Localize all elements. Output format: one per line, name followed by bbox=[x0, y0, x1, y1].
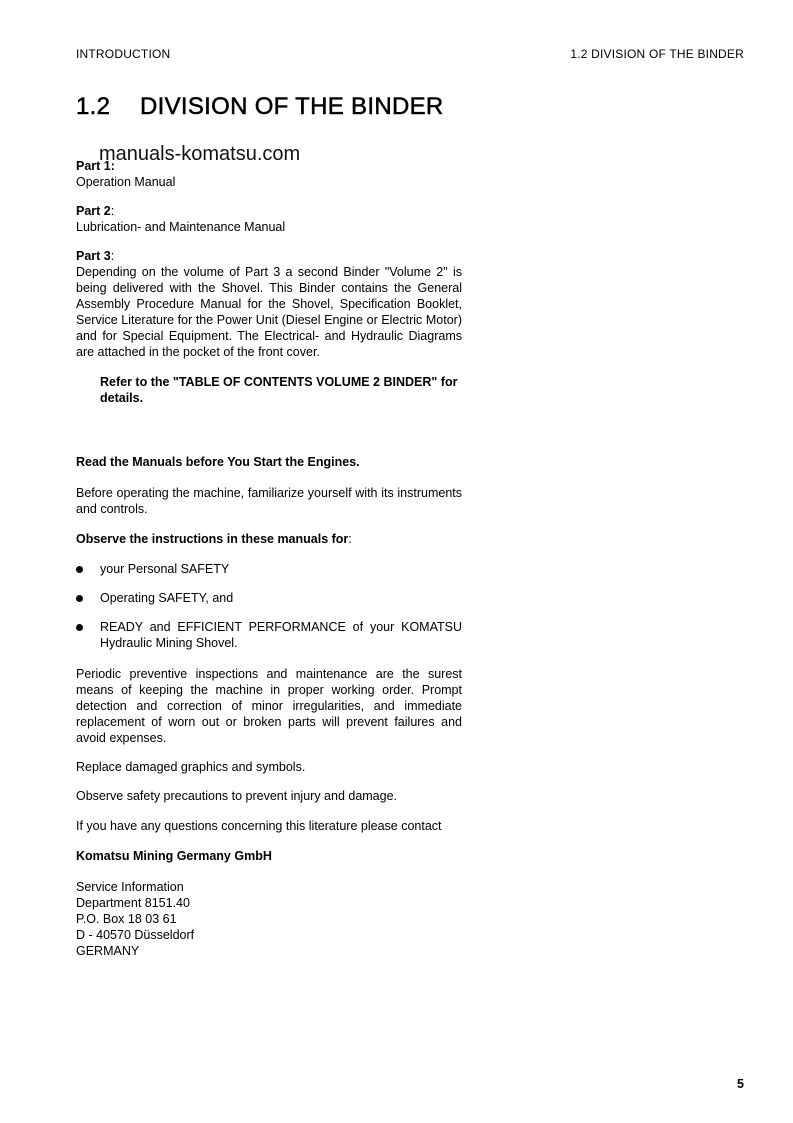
page-number: 5 bbox=[737, 1077, 744, 1091]
observe-heading: Observe the instructions in these manuals for bbox=[76, 532, 349, 546]
part-2-colon: : bbox=[110, 204, 115, 218]
safety-paragraph: Observe safety precautions to prevent injury and damage. bbox=[76, 789, 398, 803]
address-block bbox=[76, 879, 462, 959]
address-line: P.O. Box 18 03 61 bbox=[76, 912, 177, 926]
bullet-icon bbox=[76, 566, 83, 573]
part-1-label: Part 1: bbox=[76, 159, 115, 173]
read-text: Before operating the machine, familiarize yourself with its instruments and controls. bbox=[76, 486, 462, 516]
instruction-list bbox=[76, 561, 462, 651]
part-2-text: Lubrication- and Maintenance Manual bbox=[76, 220, 286, 234]
maintenance-paragraph: Periodic preventive inspections and maintenance are the surest means of keeping the machine in proper working order. Prompt detection and correction of minor irregularities, and immediate replacement of worn out or broken parts will prevent failures and avoid expenses. bbox=[76, 667, 462, 745]
contact-paragraph: If you have any questions concerning this literature please contact bbox=[76, 819, 442, 833]
list-item: READY and EFFICIENT PERFORMANCE of your KOMATSU Hydraulic Mining Shovel. bbox=[76, 619, 462, 651]
section-title-text: DIVISION OF THE BINDER bbox=[140, 93, 444, 120]
section-number: 1.2 bbox=[76, 93, 111, 120]
graphics-paragraph: Replace damaged graphics and symbols. bbox=[76, 760, 306, 774]
section-title bbox=[76, 93, 444, 121]
company-name: Komatsu Mining Germany GmbH bbox=[76, 849, 272, 863]
read-heading: Read the Manuals before You Start the Engines. bbox=[76, 455, 360, 469]
body-column bbox=[76, 150, 462, 959]
part-3-colon: : bbox=[110, 249, 115, 263]
address-line: GERMANY bbox=[76, 944, 140, 958]
part-1-text: Operation Manual bbox=[76, 175, 176, 189]
part-2-label: Part 2 bbox=[76, 204, 111, 218]
bullet-icon bbox=[76, 595, 83, 602]
watermark-text: manuals-komatsu.com bbox=[99, 143, 301, 165]
running-header-right: 1.2 DIVISION OF THE BINDER bbox=[570, 47, 744, 61]
bullet-icon bbox=[76, 624, 83, 631]
list-item: your Personal SAFETY bbox=[76, 561, 462, 577]
address-line: D - 40570 Düsseldorf bbox=[76, 928, 195, 942]
running-header-left: INTRODUCTION bbox=[76, 47, 171, 61]
address-line: Service Information bbox=[76, 880, 184, 894]
observe-colon: : bbox=[348, 532, 352, 546]
address-line: Department 8151.40 bbox=[76, 896, 190, 910]
refer-note: Refer to the "TABLE OF CONTENTS VOLUME 2 BINDER" for details. bbox=[100, 375, 458, 405]
list-item: Operating SAFETY, and bbox=[76, 590, 462, 606]
part-3-text: Depending on the volume of Part 3 a second Binder "Volume 2" is being delivered with the Shovel. This Binder contains the General Assembly Procedure Manual for the Shovel, Specification Booklet, Service Literature for the Power Unit (Diesel Engine or Electric Motor) and for Special Equipment. The Electrical- and Hydraulic Diagrams are attached in the pocket of the front cover. bbox=[76, 265, 462, 359]
part-3-label: Part 3 bbox=[76, 249, 111, 263]
